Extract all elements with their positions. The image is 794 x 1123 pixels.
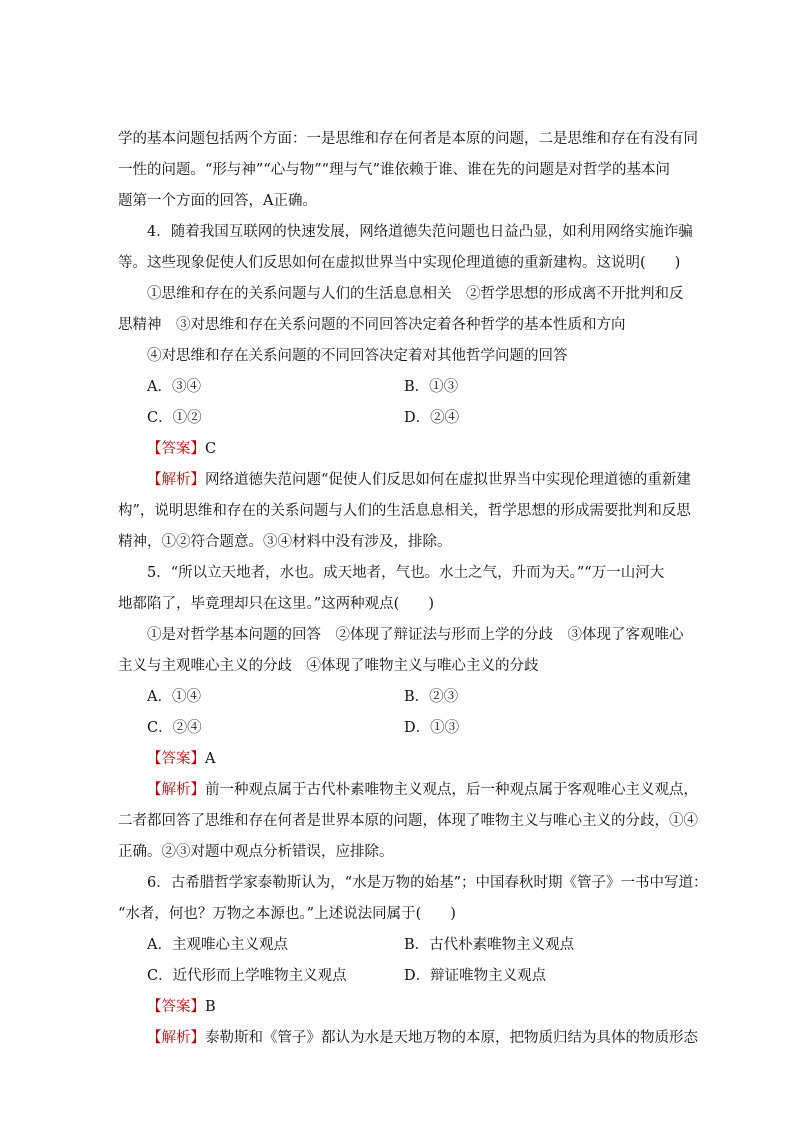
q5-statement-line: 主义与主观唯心主义的分歧 ④体现了唯物主义与唯心主义的分歧 [118, 658, 539, 674]
q5-statement-line: ①是对哲学基本问题的回答 ②体现了辩证法与形而上学的分歧 ③体现了客观唯心 [147, 627, 684, 643]
q5-option-a: A．①④ [147, 689, 201, 705]
q5-option-c: C．②④ [147, 720, 202, 736]
q5-stem-line: 5．“所以立天地者，水也。成天地者，气也。水土之气，升而为天。”“万一山河大 [147, 565, 665, 581]
q4-option-d: D．②④ [404, 410, 460, 426]
answer-value: C [205, 441, 217, 457]
q6-options-row [118, 961, 678, 992]
answer-value: B [205, 999, 216, 1015]
q5-option-d: D．①③ [404, 720, 460, 736]
q6-analysis-line [118, 1023, 698, 1054]
analysis-text: 网络道德失范问题“促使人们反思如何在虚拟世界当中实现伦理道德的重新建 [205, 472, 691, 488]
q5-options-row [118, 682, 678, 713]
q6-answer [118, 992, 678, 1023]
q6-option-d: D．辩证唯物主义观点 [404, 968, 547, 984]
q5-stem-line: 地都陷了，毕竟理却只在这里。”这两种观点( ) [118, 596, 434, 612]
q4-statement-line: ④对思维和存在关系问题的不同回答决定着对其他哲学问题的回答 [147, 348, 568, 364]
analysis-text: 泰勒斯和《管子》都认为水是天地万物的本原，把物质归结为具体的物质形态 [205, 1030, 698, 1046]
q4-statement-line: 思精神 ③对思维和存在关系问题的不同回答决定着各种哲学的基本性质和方向 [118, 317, 626, 333]
q4-option-a: A．③④ [147, 379, 201, 395]
q4-stem-line: 4．随着我国互联网的快速发展，网络道德失范问题也日益凸显，如利用网络实施诈骗 [147, 224, 693, 240]
answer-label: 【答案】 [147, 441, 205, 457]
intro-line: 题第一个方面的回答，A正确。 [118, 193, 317, 209]
q6-option-b: B．古代朴素唯物主义观点 [404, 937, 575, 953]
q6-option-c: C．近代形而上学唯物主义观点 [147, 968, 347, 984]
q6-option-a: A．主观唯心主义观点 [147, 937, 288, 953]
q5-analysis-line: 二者都回答了思维和存在何者是世界本原的问题，体现了唯物主义与唯心主义的分歧，①④ [118, 813, 698, 829]
q6-stem-line: 6．古希腊哲学家泰勒斯认为，“水是万物的始基”；中国春秋时期《管子》一书中写道： [147, 875, 708, 891]
q4-option-b: B．①③ [404, 379, 459, 395]
q5-analysis-line: 正确。②③对题中观点分析错误，应排除。 [118, 844, 394, 860]
analysis-text: 前一种观点属于古代朴素唯物主义观点，后一种观点属于客观唯心主义观点， [205, 782, 698, 798]
q4-analysis-line: 构”，说明思维和存在的关系问题与人们的生活息息相关，哲学思想的形成需要批判和反思 [118, 503, 691, 519]
q5-option-b: B．②③ [404, 689, 459, 705]
q6-stem-line: “水者，何也？万物之本源也。”上述说法同属于( ) [118, 906, 456, 922]
analysis-label: 【解析】 [147, 1030, 205, 1046]
document-body [118, 124, 708, 1054]
answer-value: A [205, 751, 216, 767]
q4-analysis-line: 精神，①②符合题意。③④材料中没有涉及，排除。 [118, 534, 452, 550]
answer-label: 【答案】 [147, 999, 205, 1015]
intro-line: 一性的问题。“形与神”“心与物”“理与气”谁依赖于谁、谁在先的问题是对哲学的基本问 [118, 162, 670, 178]
q4-analysis-line [118, 465, 691, 496]
q4-stem-line: 等。这些现象促使人们反思如何在虚拟世界当中实现伦理道德的重新建构。这说明( ) [118, 255, 681, 271]
q5-answer [118, 744, 678, 775]
q5-options-row [118, 713, 678, 744]
q4-option-c: C．①② [147, 410, 202, 426]
analysis-label: 【解析】 [147, 472, 205, 488]
q4-options-row [118, 372, 678, 403]
q4-answer [118, 434, 678, 465]
analysis-label: 【解析】 [147, 782, 205, 798]
q5-analysis-line [118, 775, 698, 806]
q6-options-row [118, 930, 678, 961]
q4-statement-line: ①思维和存在的关系问题与人们的生活息息相关 ②哲学思想的形成离不开批判和反 [147, 286, 684, 302]
intro-line: 学的基本问题包括两个方面：一是思维和存在何者是本原的问题，二是思维和存在有没有同 [118, 131, 698, 147]
answer-label: 【答案】 [147, 751, 205, 767]
q4-options-row [118, 403, 678, 434]
